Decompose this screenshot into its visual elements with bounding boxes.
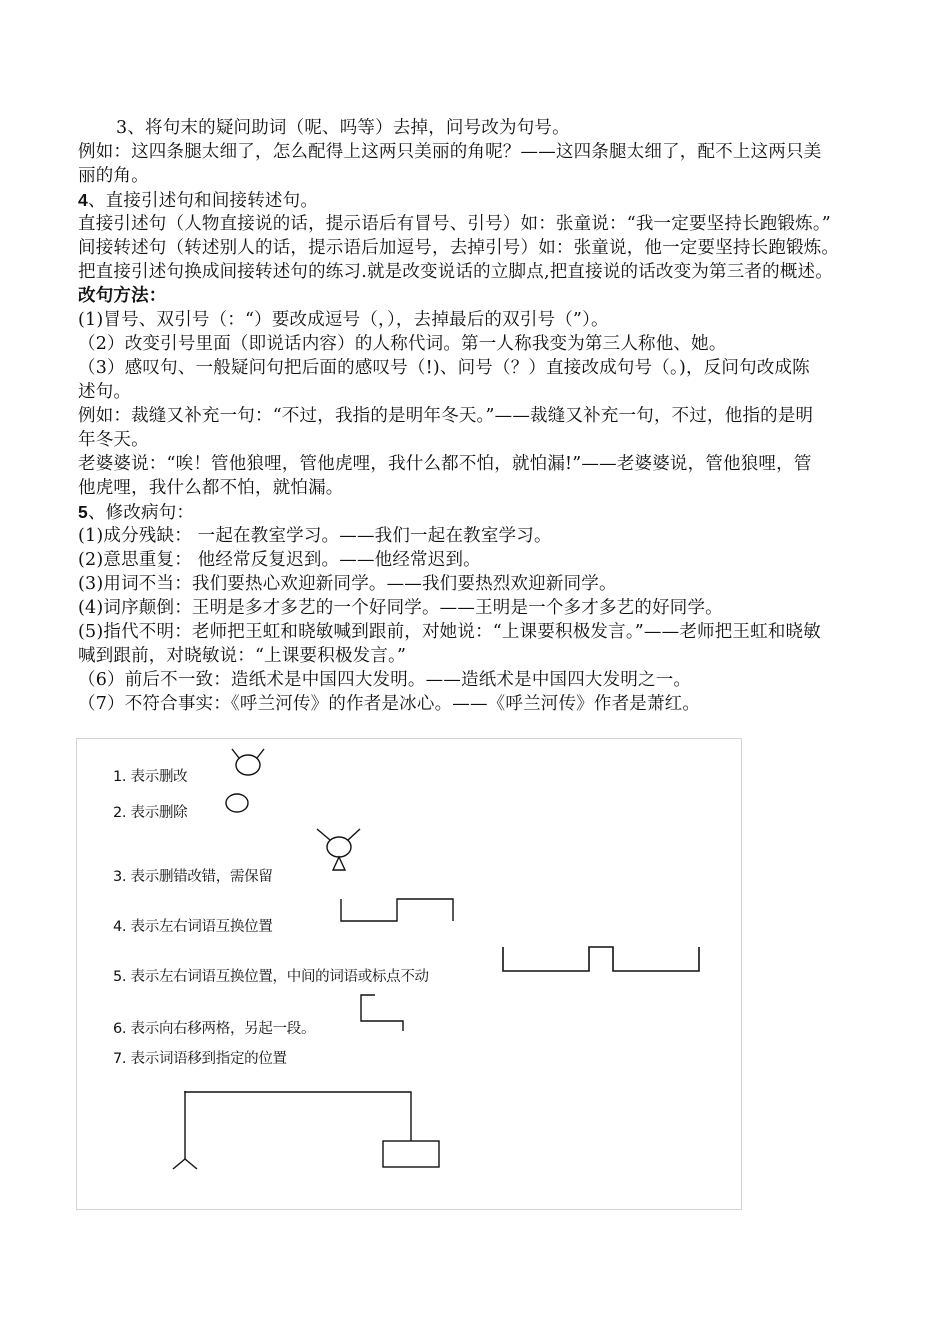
section-4-heading [78, 188, 318, 213]
example-tailor-cont: 年冬天。 [78, 430, 149, 450]
mark-label-2: 2. 表示删除 [113, 805, 188, 821]
mark-label-1: 1. 表示删改 [113, 769, 188, 785]
example-grandma-cont: 他虎哩，我什么都不怕，就怕漏。 [78, 478, 344, 498]
section-5-heading [78, 500, 194, 525]
mark-label-6: 6. 表示向右移两格，另起一段。 [113, 1021, 316, 1037]
error-type-2: (2)意思重复： 他经常反复迟到。——他经常迟到。 [78, 550, 481, 570]
error-type-4: (4)词序颠倒：王明是多才多艺的一个好同学。——王明是一个多才多艺的好同学。 [78, 598, 723, 618]
error-type-5-cont: 喊到跟前，对晓敏说：“上课要积极发言。” [78, 646, 407, 666]
example-grandma: 老婆婆说：“唉！管他狼哩，管他虎哩，我什么都不怕，就怕漏!”——老婆婆说，管他狼哩，管 [78, 454, 812, 474]
example-line-cont: 丽的角。 [78, 166, 149, 186]
proofreading-marks-figure [76, 738, 742, 1210]
mark-label-4: 4. 表示左右词语互换位置 [113, 919, 273, 935]
error-type-5: (5)指代不明：老师把王虹和晓敏喊到跟前，对她说：“上课要积极发言。”——老师把王虹和晓敏 [78, 622, 821, 642]
mark-label-3: 3. 表示删错改错，需保留 [113, 869, 273, 885]
proofreading-marks-drawing [77, 739, 741, 1209]
swap-mark-icon [341, 899, 453, 921]
rule-3-line: 3、将句末的疑问助词（呢、吗等）去掉，问号改为句号。 [116, 118, 570, 138]
conversion-explanation: 把直接引述句换成间接转述句的练习.就是改变说话的立脚点,把直接说的话改变为第三者的概述。 [78, 262, 833, 282]
section-5-title: 、修改病句： [87, 503, 195, 523]
example-tailor: 例如：裁缝又补充一句：“不过，我指的是明年冬天。”——裁缝又补充一句，不过，他指的是明 [78, 406, 814, 426]
method-2: （2）改变引号里面（即说话内容）的人称代词。第一人称我变为第三人称他、她。 [78, 334, 727, 354]
direct-quote-definition: 直接引述句（人物直接说的话，提示语后有冒号、引号）如：张童说：“我一定要坚持长跑锻炼。” [78, 214, 831, 234]
method-heading: 改句方法： [78, 286, 167, 306]
error-type-7: （7）不符合事实：《呼兰河传》的作者是冰心。——《呼兰河传》作者是萧红。 [78, 694, 701, 714]
keep-mark-icon [317, 829, 360, 870]
delete-change-mark-icon [232, 749, 264, 775]
error-type-6: （6）前后不一致：造纸术是中国四大发明。——造纸术是中国四大发明之一。 [78, 670, 692, 690]
section-4-title: 、直接引述句和间接转述句。 [87, 191, 319, 211]
mark-label-7: 7. 表示词语移到指定的位置 [113, 1051, 287, 1067]
error-type-1: (1)成分残缺： 一起在教室学习。——我们一起在教室学习。 [78, 526, 552, 546]
error-type-3: (3)用词不当：我们要热心欢迎新同学。——我们要热烈欢迎新同学。 [78, 574, 617, 594]
section-4-number: 4 [78, 190, 88, 210]
method-1: (1)冒号、双引号（：“）要改成逗号（，），去掉最后的双引号（”）。 [78, 310, 609, 330]
move-right-icon [361, 995, 403, 1031]
method-3-cont: 述句。 [78, 382, 132, 402]
indirect-quote-definition: 间接转述句（转述别人的话，提示语后加逗号，去掉引号）如：张童说，他一定要坚持长跑锻炼。 [78, 238, 840, 258]
method-3: （3）感叹句、一般疑问句把后面的感叹号（!)、问号（？）直接改成句号（。)，反问句改成陈 [78, 358, 810, 378]
swap-keep-middle-icon [503, 947, 699, 971]
move-to-position-icon [173, 1091, 439, 1169]
section-5-number: 5 [78, 502, 88, 522]
mark-label-5: 5. 表示左右词语互换位置，中间的词语或标点不动 [113, 969, 429, 985]
example-line: 例如：这四条腿太细了，怎么配得上这两只美丽的角呢？——这四条腿太细了，配不上这两只美 [78, 142, 822, 162]
delete-mark-icon [226, 794, 248, 812]
